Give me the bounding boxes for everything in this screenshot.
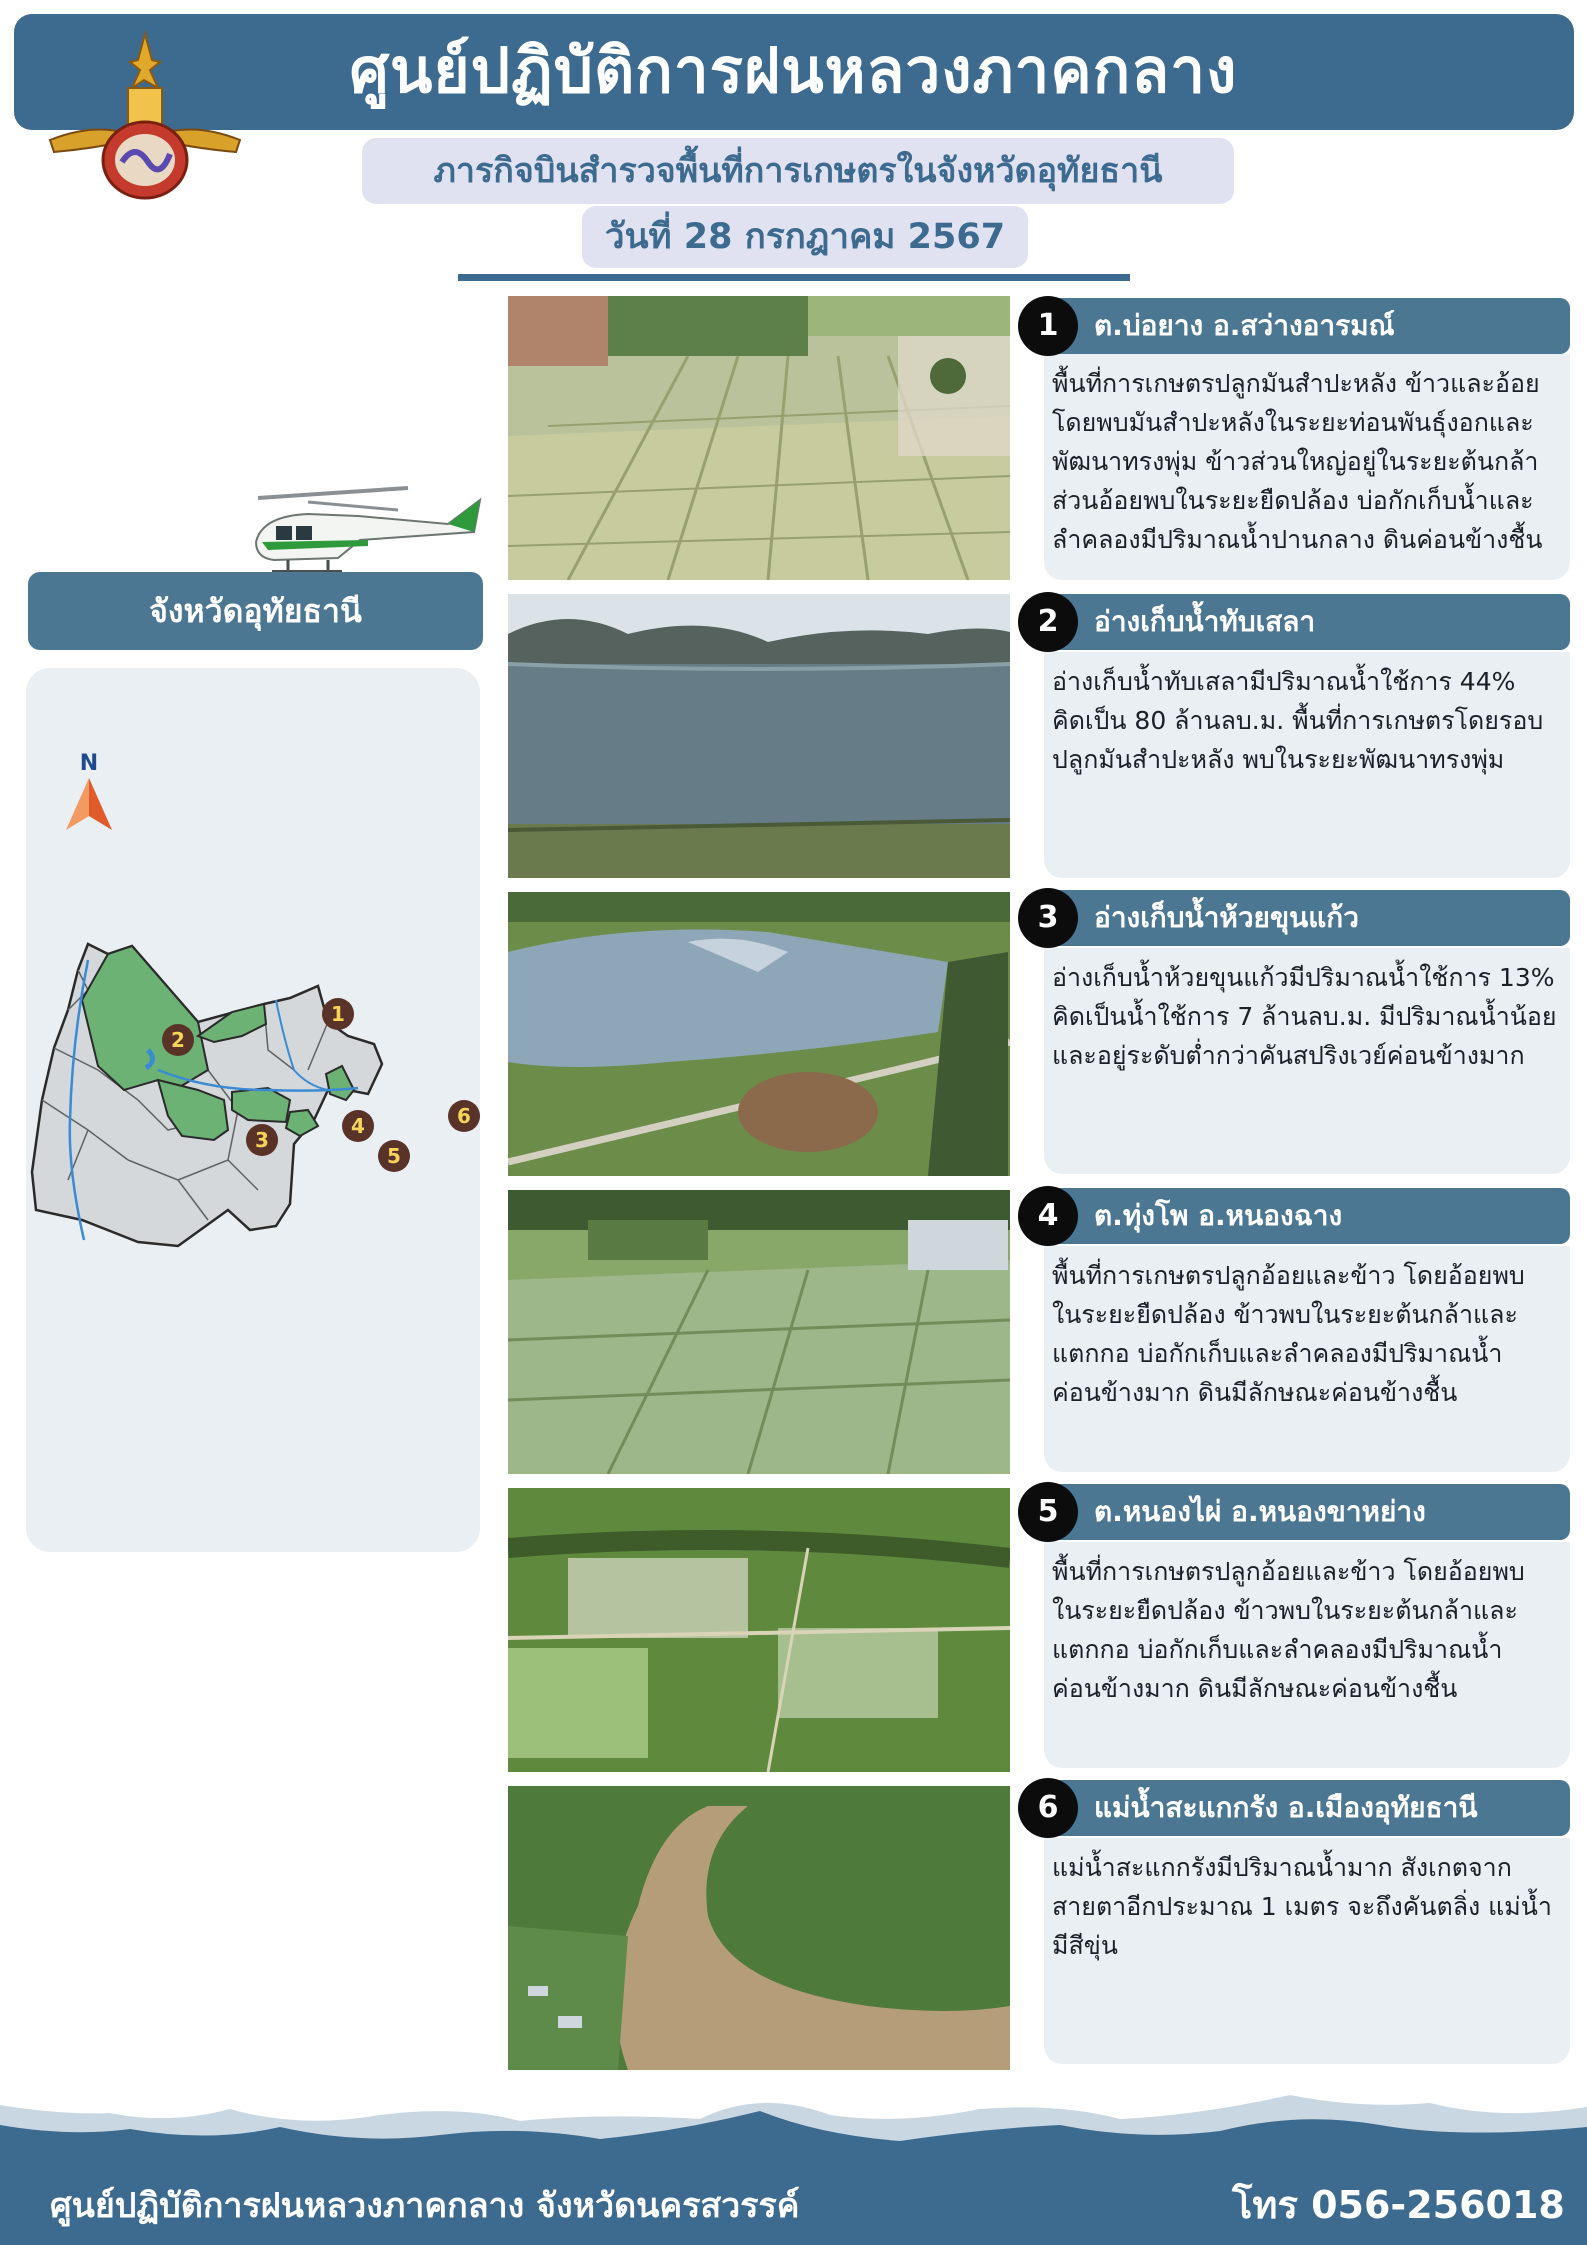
map-marker-6 (448, 1100, 480, 1132)
location-description-2: อ่างเก็บน้ำทับเสลามีปริมาณน้ำใช้การ 44% คิดเป็น 80 ล้านลบ.ม. พื้นที่การเกษตรโดยรอบ ปลูกมันสำปะหลัง พบในระยะพัฒนาทรงพุ่ม (1044, 652, 1570, 878)
map-marker-1 (322, 998, 354, 1030)
aerial-photo-3 (508, 892, 1010, 1176)
aerial-photo-5 (508, 1488, 1010, 1772)
location-title-6: แม่น้ำสะแกกรัง อ.เมืองอุทัยธานี (1046, 1780, 1570, 1836)
location-description-5: พื้นที่การเกษตรปลูกอ้อยและข้าว โดยอ้อยพบ ในระยะยืดปล้อง ข้าวพบในระยะต้นกล้าและ แตกกอ บ่อกักเก็บและลำคลองมีปริมาณน้ำ ค่อนข้างมาก ดินมีลักษณะค่อนข้างชื้น (1044, 1542, 1570, 1768)
footer-organization: ศูนย์ปฏิบัติการฝนหลวงภาคกลาง จังหวัดนครสวรรค์ (50, 2186, 800, 2226)
mission-subtitle: ภารกิจบินสำรวจพื้นที่การเกษตรในจังหวัดอุทัยธานี (362, 138, 1234, 204)
north-arrow-icon (60, 748, 118, 832)
page-title: ศูนย์ปฏิบัติการฝนหลวงภาคกลาง (349, 34, 1238, 107)
location-number-2: 2 (1018, 592, 1078, 652)
location-description-1: พื้นที่การเกษตรปลูกมันสำปะหลัง ข้าวและอ้อย โดยพบมันสำปะหลังในระยะท่อนพันธุ์งอกและ พัฒนาทรงพุ่ม ข้าวส่วนใหญ่อยู่ในระยะต้นกล้า ส่วนอ้อยพบในระยะยืดปล้อง บ่อกักเก็บน้ำและ ลำคลองมีปริมาณน้ำปานกลาง ดินค่อนข้างชื้น (1044, 354, 1570, 580)
location-number-6: 6 (1018, 1778, 1078, 1838)
location-description-4: พื้นที่การเกษตรปลูกอ้อยและข้าว โดยอ้อยพบ ในระยะยืดปล้อง ข้าวพบในระยะต้นกล้าและ แตกกอ บ่อกักเก็บและลำคลองมีปริมาณน้ำ ค่อนข้างมาก ดินมีลักษณะค่อนข้างชื้น (1044, 1246, 1570, 1472)
province-label: จังหวัดอุทัยธานี (28, 572, 483, 650)
svg-text:4: 4 (351, 1114, 365, 1138)
location-title-3: อ่างเก็บน้ำห้วยขุนแก้ว (1046, 890, 1570, 946)
title-divider (458, 274, 1130, 281)
map-marker-3 (246, 1124, 278, 1156)
map-marker-4 (342, 1110, 374, 1142)
north-label: N (79, 751, 99, 776)
location-number-1: 1 (1018, 296, 1078, 356)
svg-text:2: 2 (171, 1028, 185, 1052)
aerial-photo-4 (508, 1190, 1010, 1474)
location-title-2: อ่างเก็บน้ำทับเสลา (1046, 594, 1570, 650)
svg-text:5: 5 (387, 1144, 401, 1168)
aerial-photo-2 (508, 594, 1010, 878)
helicopter-icon (248, 480, 484, 580)
svg-text:6: 6 (457, 1104, 471, 1128)
location-number-4: 4 (1018, 1186, 1078, 1246)
location-number-5: 5 (1018, 1482, 1078, 1542)
footer-phone: โทร 056-256018 (1232, 2183, 1565, 2227)
province-map (28, 940, 486, 1300)
svg-text:1: 1 (331, 1002, 345, 1026)
location-title-5: ต.หนองไผ่ อ.หนองขาหย่าง (1046, 1484, 1570, 1540)
aerial-photo-6 (508, 1786, 1010, 2070)
royal-rainmaking-emblem (40, 30, 250, 215)
svg-text:3: 3 (255, 1128, 269, 1152)
location-title-4: ต.ทุ่งโพ อ.หนองฉาง (1046, 1188, 1570, 1244)
mission-date: วันที่ 28 กรกฎาคม 2567 (582, 206, 1028, 268)
location-description-3: อ่างเก็บน้ำห้วยขุนแก้วมีปริมาณน้ำใช้การ 13% คิดเป็นน้ำใช้การ 7 ล้านลบ.ม. มีปริมาณน้ำน้อย และอยู่ระดับต่ำกว่าคันสปริงเวย์ค่อนข้างมาก (1044, 948, 1570, 1174)
location-title-1: ต.บ่อยาง อ.สว่างอารมณ์ (1046, 298, 1570, 354)
aerial-photo-1 (508, 296, 1010, 580)
map-marker-5 (378, 1140, 410, 1172)
map-marker-2 (162, 1024, 194, 1056)
location-number-3: 3 (1018, 888, 1078, 948)
location-description-6: แม่น้ำสะแกกรังมีปริมาณน้ำมาก สังเกตจาก สายตาอีกประมาณ 1 เมตร จะถึงคันตลิ่ง แม่น้ำ มีสีขุ่น (1044, 1838, 1570, 2064)
